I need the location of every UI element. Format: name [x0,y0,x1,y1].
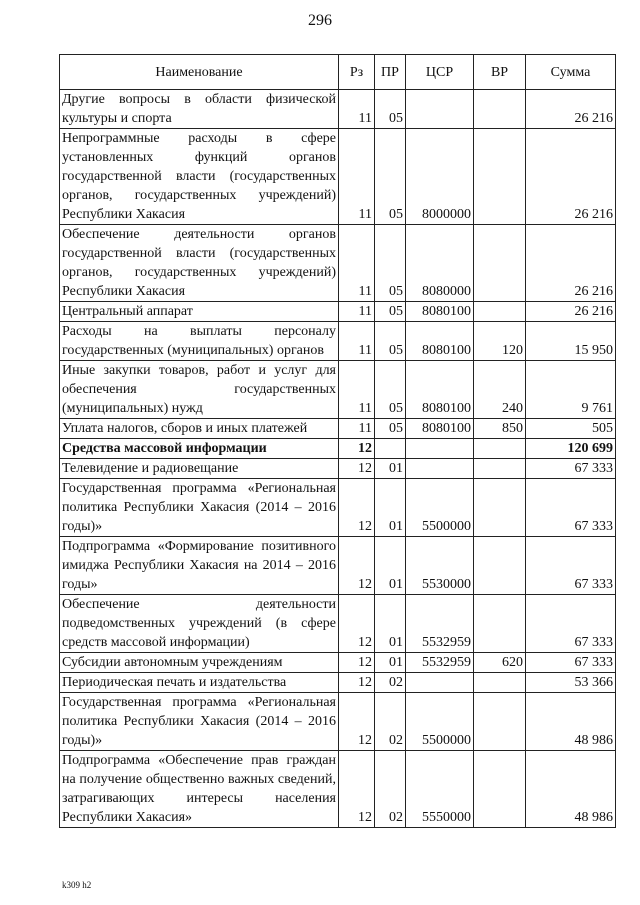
row-sum: 67 333 [526,537,616,595]
row-name: Центральный аппарат [60,302,339,322]
row-name: Государственная программа «Региональная политика Республики Хакасия (2014 – 2016 годы)» [60,693,339,751]
row-pr [375,439,406,459]
row-csr: 8080100 [406,322,474,361]
table-row [60,459,616,479]
row-pr: 05 [375,419,406,439]
row-csr: 5500000 [406,479,474,537]
row-csr: 8080100 [406,419,474,439]
row-sum: 53 366 [526,673,616,693]
row-csr [406,90,474,129]
row-name: Иные закупки товаров, работ и услуг для обеспечения государственных (муниципальных) нужд [60,361,339,419]
table-row [60,751,616,828]
row-rz: 12 [339,751,375,828]
table-row [60,90,616,129]
row-vr [474,479,526,537]
row-csr [406,439,474,459]
header-rz: Рз [339,55,375,90]
table-row [60,653,616,673]
row-pr: 05 [375,361,406,419]
table-row [60,537,616,595]
table-row [60,361,616,419]
row-sum: 120 699 [526,439,616,459]
table-body [60,90,616,828]
table-row [60,129,616,225]
row-name: Другие вопросы в области физической культуры и спорта [60,90,339,129]
row-rz: 12 [339,673,375,693]
row-vr [474,302,526,322]
row-pr: 01 [375,653,406,673]
row-vr [474,459,526,479]
row-pr: 02 [375,751,406,828]
row-rz: 11 [339,322,375,361]
row-sum: 15 950 [526,322,616,361]
budget-table [59,54,616,828]
row-vr: 620 [474,653,526,673]
row-sum: 67 333 [526,479,616,537]
row-csr: 8080000 [406,225,474,302]
row-rz: 11 [339,302,375,322]
row-rz: 12 [339,459,375,479]
table-row [60,419,616,439]
row-vr [474,90,526,129]
table-row [60,302,616,322]
row-name: Обеспечение деятельности подведомственных учреждений (в сфере средств массовой информации) [60,595,339,653]
row-pr: 01 [375,459,406,479]
row-vr [474,693,526,751]
row-pr: 02 [375,673,406,693]
row-pr: 05 [375,322,406,361]
row-csr: 5532959 [406,653,474,673]
row-rz: 11 [339,419,375,439]
table-row [60,479,616,537]
row-sum: 505 [526,419,616,439]
row-vr [474,129,526,225]
row-rz: 11 [339,90,375,129]
footer-code: k309 h2 [62,880,92,890]
row-vr [474,595,526,653]
row-pr: 05 [375,302,406,322]
row-sum: 67 333 [526,459,616,479]
row-rz: 12 [339,595,375,653]
header-vr: ВР [474,55,526,90]
row-sum: 26 216 [526,225,616,302]
row-rz: 11 [339,129,375,225]
table-row [60,439,616,459]
row-vr [474,439,526,459]
row-vr [474,751,526,828]
row-name: Средства массовой информации [60,439,339,459]
row-csr: 8000000 [406,129,474,225]
row-pr: 01 [375,537,406,595]
row-name: Субсидии автономным учреждениям [60,653,339,673]
table-row [60,322,616,361]
table-row [60,693,616,751]
row-sum: 26 216 [526,302,616,322]
row-csr [406,673,474,693]
row-rz: 11 [339,225,375,302]
row-sum: 26 216 [526,90,616,129]
row-pr: 01 [375,595,406,653]
header-pr: ПР [375,55,406,90]
row-csr: 5550000 [406,751,474,828]
row-vr: 120 [474,322,526,361]
table-header-row [60,55,616,90]
row-csr: 5532959 [406,595,474,653]
row-csr: 8080100 [406,302,474,322]
row-name: Уплата налогов, сборов и иных платежей [60,419,339,439]
row-vr [474,537,526,595]
row-rz: 11 [339,361,375,419]
row-pr: 05 [375,129,406,225]
row-pr: 01 [375,479,406,537]
row-name: Подпрограмма «Обеспечение прав граждан на получение общественно важных сведений, затрагивающих интересы населения Республики Хакасия» [60,751,339,828]
row-rz: 12 [339,537,375,595]
row-vr [474,673,526,693]
row-name: Расходы на выплаты персоналу государственных (муниципальных) органов [60,322,339,361]
row-name: Непрограммные расходы в сфере установленных функций органов государственной власти (государственных органов, государственных учреждений) Республики Хакасия [60,129,339,225]
table-row [60,225,616,302]
row-sum: 48 986 [526,751,616,828]
row-name: Обеспечение деятельности органов государственной власти (государственных органов, государственных учреждений) Республики Хакасия [60,225,339,302]
header-name: Наименование [60,55,339,90]
row-rz: 12 [339,439,375,459]
row-name: Телевидение и радиовещание [60,459,339,479]
row-sum: 48 986 [526,693,616,751]
row-rz: 12 [339,653,375,673]
row-pr: 05 [375,90,406,129]
row-name: Государственная программа «Региональная политика Республики Хакасия (2014 – 2016 годы)» [60,479,339,537]
row-pr: 02 [375,693,406,751]
row-pr: 05 [375,225,406,302]
row-rz: 12 [339,479,375,537]
row-name: Периодическая печать и издательства [60,673,339,693]
row-sum: 9 761 [526,361,616,419]
row-vr [474,225,526,302]
row-csr: 5530000 [406,537,474,595]
row-vr: 240 [474,361,526,419]
row-sum: 67 333 [526,653,616,673]
row-sum: 26 216 [526,129,616,225]
table-row [60,673,616,693]
row-csr [406,459,474,479]
row-vr: 850 [474,419,526,439]
header-csr: ЦСР [406,55,474,90]
row-rz: 12 [339,693,375,751]
row-csr: 8080100 [406,361,474,419]
row-csr: 5500000 [406,693,474,751]
row-sum: 67 333 [526,595,616,653]
page-number: 296 [308,12,332,29]
row-name: Подпрограмма «Формирование позитивного имиджа Республики Хакасия на 2014 – 2016 годы» [60,537,339,595]
table-row [60,595,616,653]
header-sum: Сумма [526,55,616,90]
